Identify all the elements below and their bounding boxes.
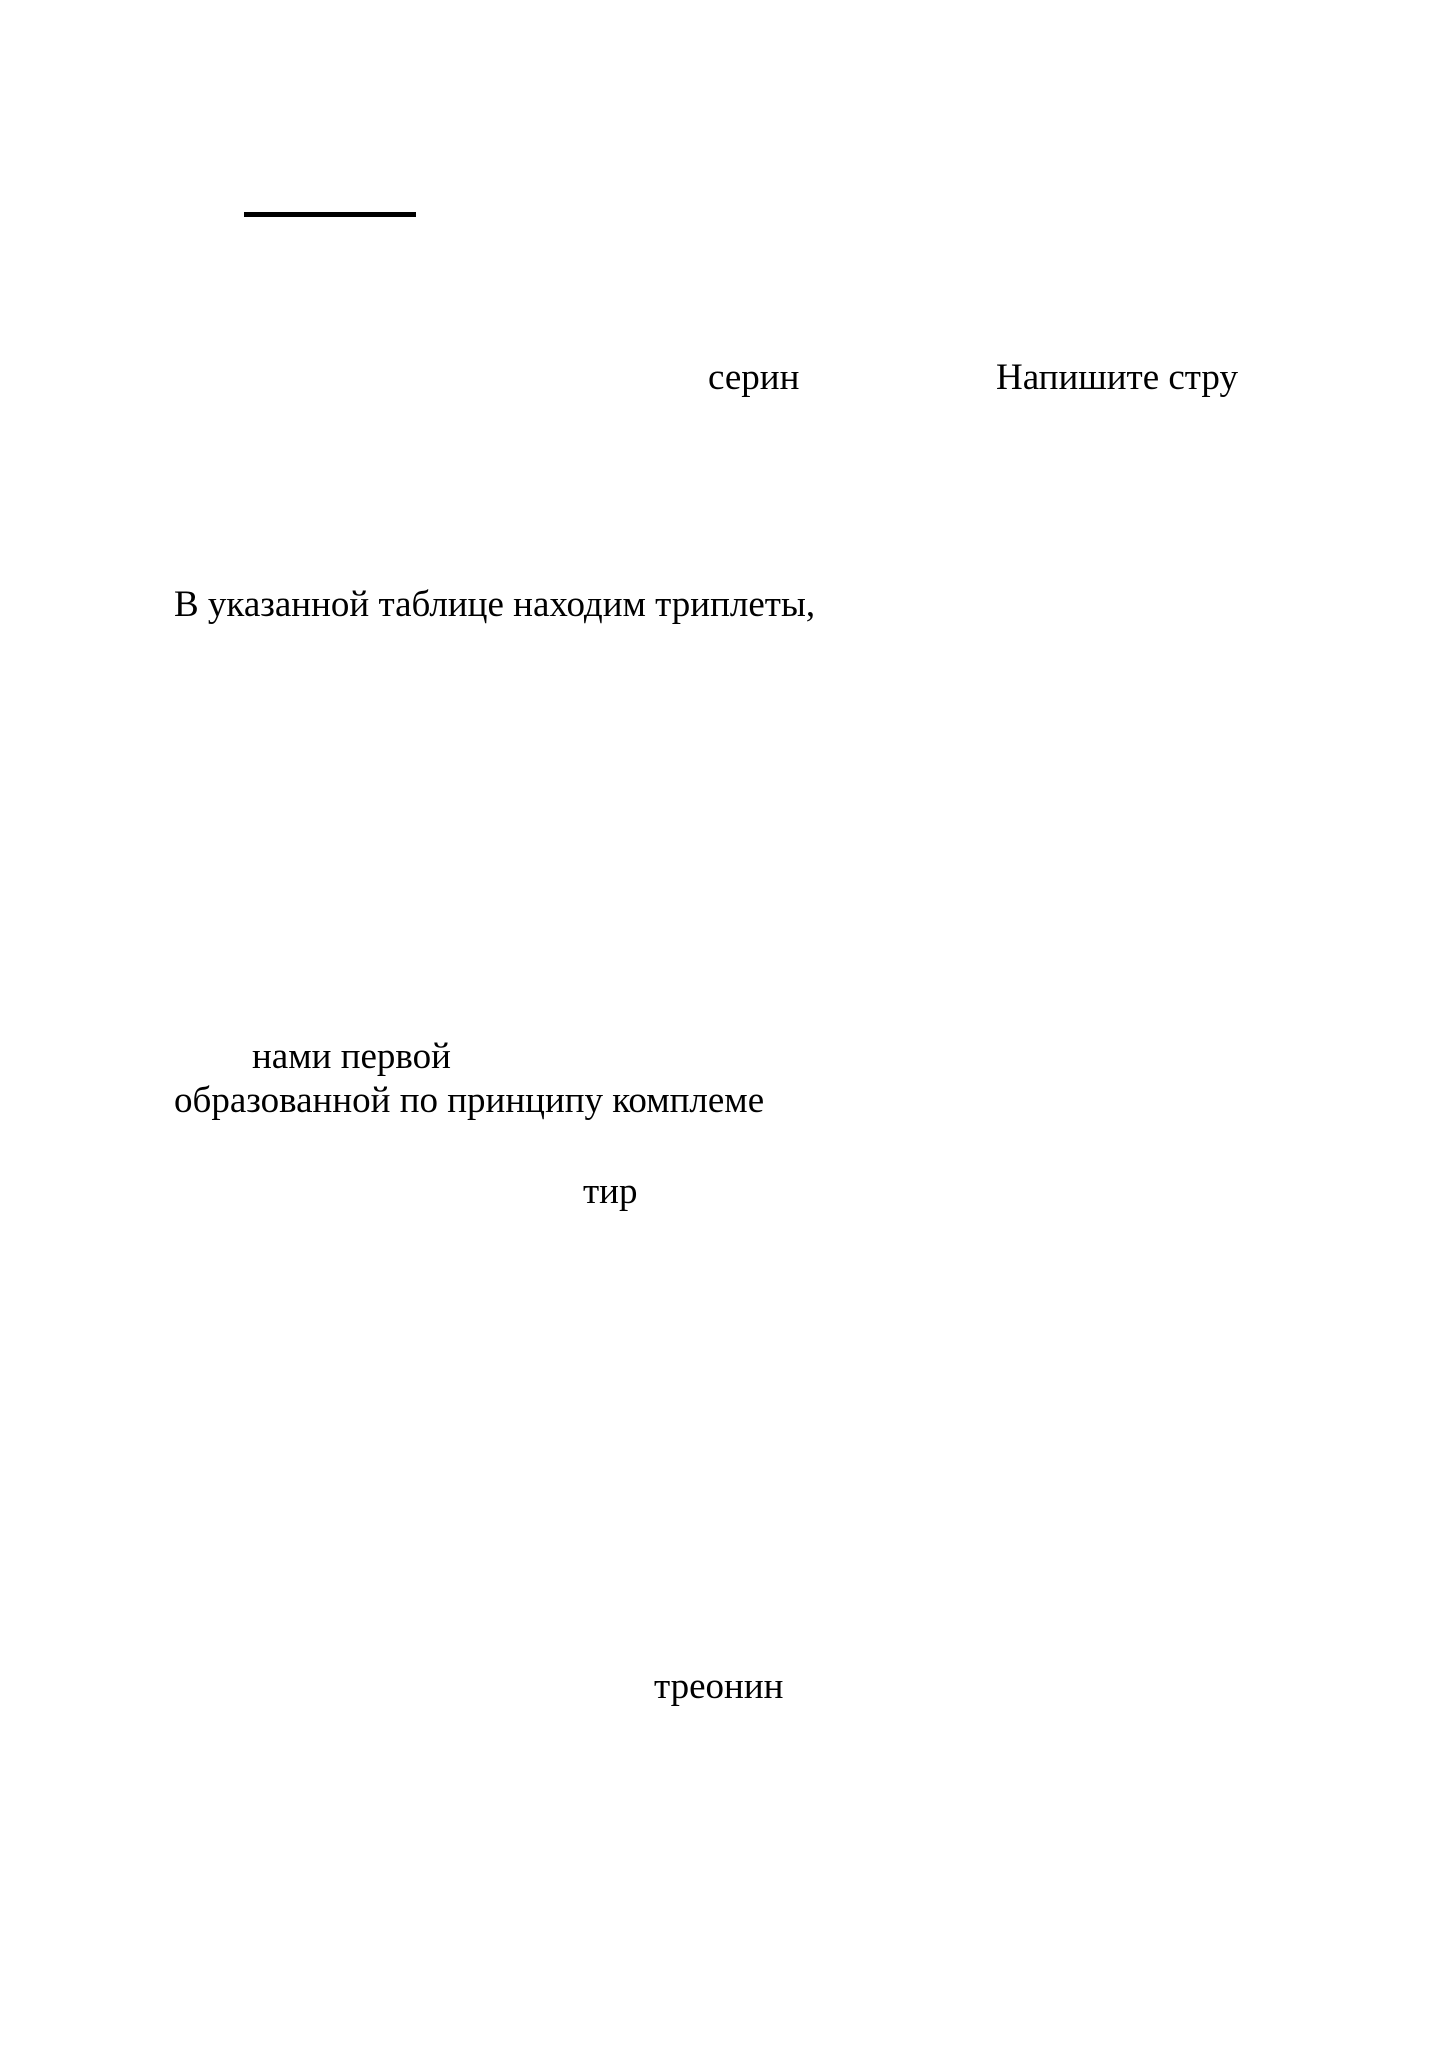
text-fragment-write-structure: Напишите стру	[996, 357, 1238, 398]
text-fragment-serine: серин	[708, 357, 800, 398]
text-fragment-threonine: треонин	[654, 1666, 784, 1707]
text-line-first: нами первой	[252, 1036, 451, 1077]
top-horizontal-rule	[244, 212, 416, 217]
text-line-find-triplets: В указанной таблице находим триплеты,	[174, 584, 816, 625]
text-fragment-tyr: тир	[583, 1171, 638, 1212]
text-line-complementarity: образованной по принципу комплеме	[174, 1080, 765, 1121]
